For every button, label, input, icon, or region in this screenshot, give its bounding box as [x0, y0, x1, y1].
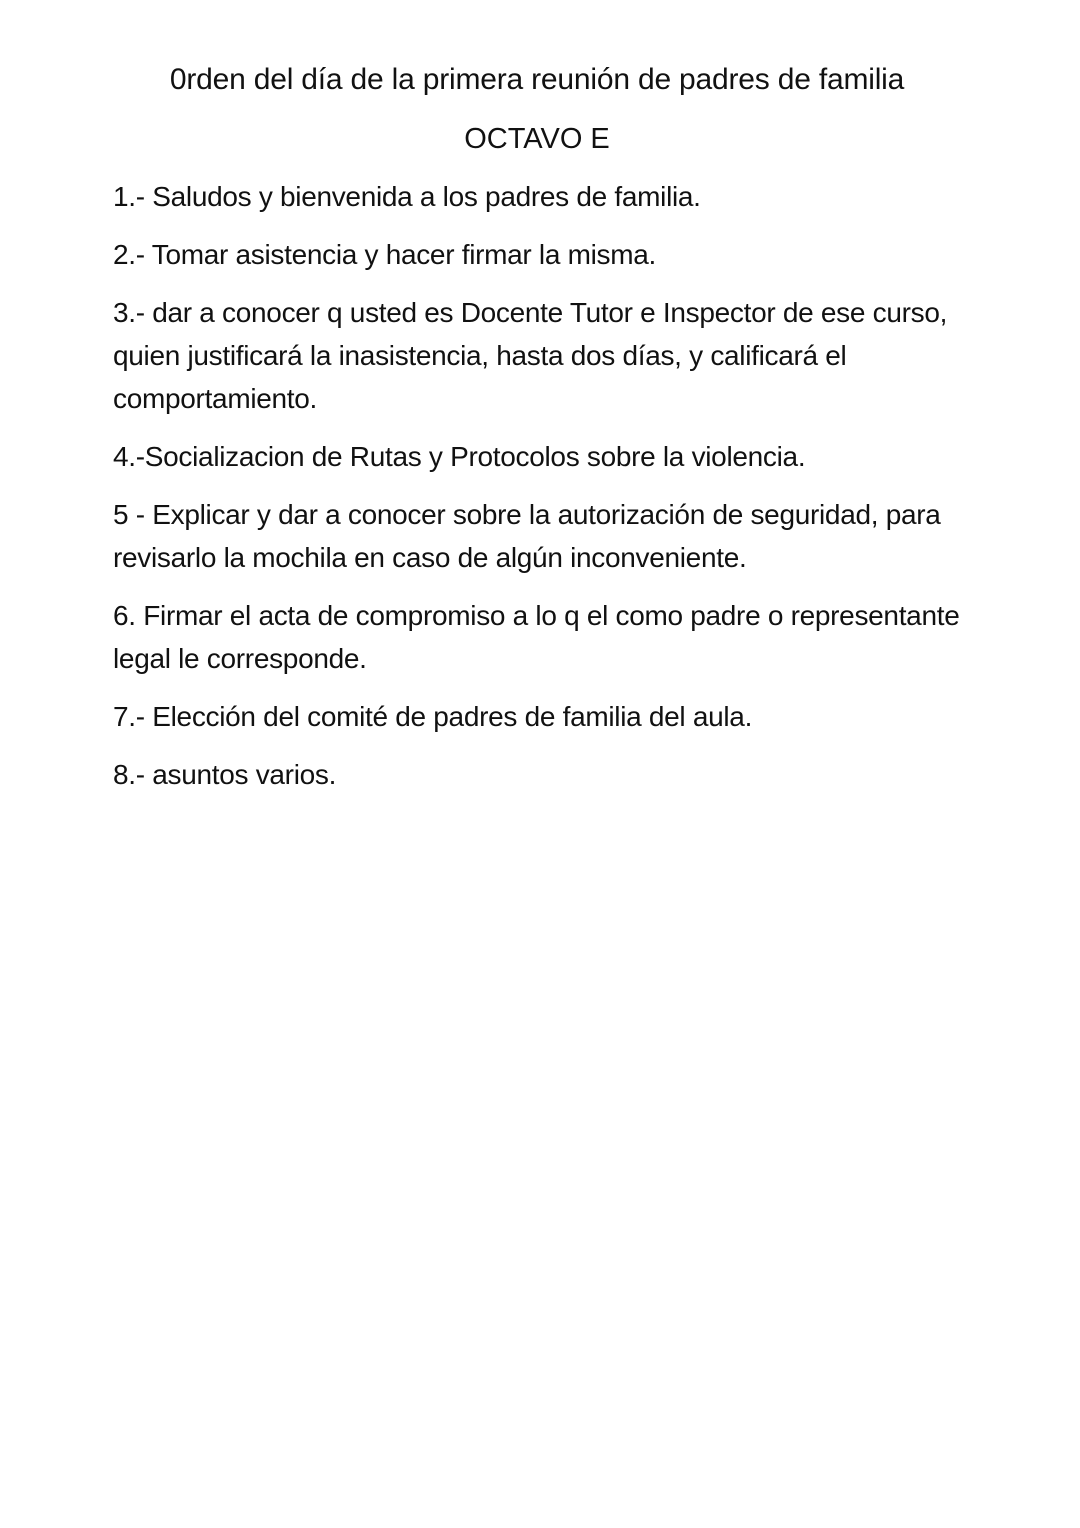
- document-subtitle: OCTAVO E: [464, 123, 610, 155]
- agenda-item-5: 5 - Explicar y dar a conocer sobre la autorización de seguridad, para revisarlo la mochila en caso de algún inconveniente.: [113, 499, 941, 573]
- document-title: 0rden del día de la primera reunión de padres de familia: [169, 63, 905, 96]
- agenda-item-7: 7.- Elección del comité de padres de familia del aula.: [113, 701, 753, 732]
- agenda-item-6: 6. Firmar el acta de compromiso a lo q el como padre o representante legal le corresponde.: [113, 600, 960, 674]
- agenda-item-8: 8.- asuntos varios.: [113, 759, 337, 790]
- agenda-item-3: 3.- dar a conocer q usted es Docente Tutor e Inspector de ese curso, quien justificará la inasistencia, hasta dos días, y calificará el comportamiento.: [113, 297, 948, 414]
- agenda-item-4: 4.-Socializacion de Rutas y Protocolos sobre la violencia.: [113, 441, 806, 472]
- agenda-item-2: 2.- Tomar asistencia y hacer firmar la misma.: [113, 239, 657, 270]
- agenda-item-1: 1.- Saludos y bienvenida a los padres de familia.: [113, 181, 701, 212]
- agenda-list: [113, 175, 963, 811]
